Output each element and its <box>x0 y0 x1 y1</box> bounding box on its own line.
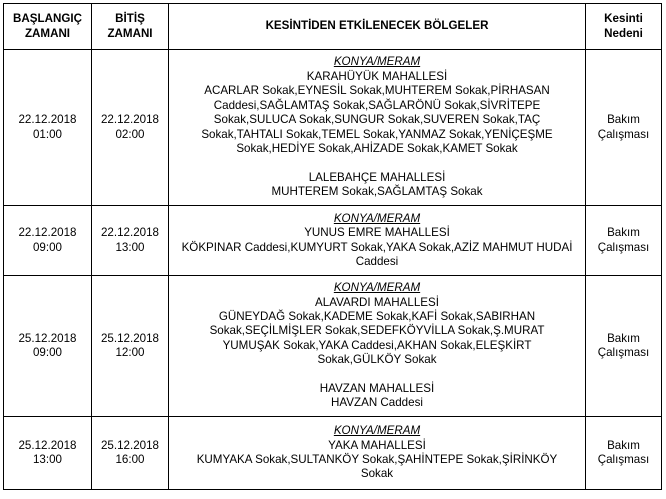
end-date: 25.12.2018 <box>100 331 160 345</box>
header-affected-regions <box>169 4 586 50</box>
reason-line1: Bakım <box>607 113 640 127</box>
header-start-time <box>4 4 92 50</box>
reason-line2: Çalışması <box>597 453 650 466</box>
reason-line1: Bakım <box>607 438 640 452</box>
header-start-line1: BAŞLANGIÇ <box>13 12 82 26</box>
header-end-line1: BİTİŞ <box>115 12 145 26</box>
street-list-line: ACARLAR Sokak,EYNESİL Sokak,MUHTEREM Sokak,PİRHASAN <box>204 84 550 98</box>
regions-cell <box>169 417 586 490</box>
street-list-line: Sokak,HEDİYE Sokak,AHİZADE Sokak,KAMET Sokak <box>236 141 518 155</box>
outage-table <box>3 3 662 490</box>
start-time-cell <box>4 206 92 276</box>
reason-line2: Çalışması <box>597 346 650 359</box>
neighborhood-name: ALAVARDI MAHALLESİ <box>315 295 439 309</box>
neighborhood-name: LALEBAHÇE MAHALLESİ <box>308 170 446 184</box>
end-time-cell <box>92 50 169 206</box>
street-list-line: Sokak,SEÇİLMİŞLER Sokak,SEDEFKÖYVİLLA Sokak,Ş.MURAT <box>209 324 545 338</box>
start-time-cell <box>4 417 92 490</box>
start-date: 22.12.2018 <box>18 226 77 240</box>
header-reason-line1: Kesinti <box>604 12 643 26</box>
area-title: KONYA/MERAM <box>333 281 421 295</box>
header-reason-line2: Nedeni <box>604 26 643 40</box>
street-list-line: KUMYAKA Sokak,SULTANKÖY Sokak,ŞAHİNTEPE Sokak,ŞİRİNKÖY <box>196 453 558 466</box>
reason-line2: Çalışması <box>597 240 650 254</box>
header-end-time <box>92 4 169 50</box>
regions-cell <box>169 276 586 417</box>
start-time-cell <box>4 276 92 417</box>
neighborhood-name: YAKA MAHALLESİ <box>328 438 426 452</box>
street-list-line: Sokak <box>360 467 394 481</box>
table-row <box>4 50 662 206</box>
street-list-line: GÜNEYDAĞ Sokak,KADEME Sokak,KAFİ Sokak,SABIRHAN <box>218 309 536 323</box>
end-hour: 16:00 <box>115 453 145 466</box>
header-outage-reason <box>586 4 662 50</box>
street-list-line: Caddesi <box>355 254 399 268</box>
end-time-cell <box>92 417 169 490</box>
header-end-line2: ZAMANI <box>107 26 153 40</box>
end-hour: 12:00 <box>115 346 145 359</box>
street-list-line: Sokak,GÜLKÖY Sokak <box>317 353 437 367</box>
regions-cell <box>169 206 586 276</box>
start-hour: 01:00 <box>32 127 62 141</box>
end-date: 25.12.2018 <box>100 438 160 452</box>
block-spacer <box>172 156 582 170</box>
reason-cell <box>586 50 662 206</box>
header-regions-label: KESİNTİDEN ETKİLENECEK BÖLGELER <box>265 19 489 33</box>
neighborhood-name: YUNUS EMRE MAHALLESİ <box>304 226 450 240</box>
header-start-line2: ZAMANI <box>24 26 71 40</box>
area-title: KONYA/MERAM <box>333 424 421 438</box>
neighborhood-name: HAVZAN MAHALLESİ <box>319 382 435 395</box>
start-date: 22.12.2018 <box>18 113 77 127</box>
reason-cell <box>586 276 662 417</box>
reason-line1: Bakım <box>607 226 640 240</box>
street-list-line: MUHTEREM Sokak,SAĞLAMTAŞ Sokak <box>271 185 483 199</box>
start-date: 25.12.2018 <box>18 331 77 345</box>
header-row <box>4 4 662 50</box>
table-row <box>4 276 662 417</box>
area-title: KONYA/MERAM <box>333 211 421 225</box>
street-list-line: Caddesi,SAĞLAMTAŞ Sokak,SAĞLARÖNÜ Sokak,SİVRİTEPE <box>213 98 541 112</box>
block-spacer <box>172 368 582 382</box>
reason-line2: Çalışması <box>597 127 650 141</box>
start-hour: 09:00 <box>32 240 62 254</box>
street-list-line: Sokak,TAHTALI Sokak,TEMEL Sokak,YANMAZ Sokak,YENİÇEŞME <box>201 127 553 141</box>
table-row <box>4 417 662 490</box>
start-date: 25.12.2018 <box>18 438 77 452</box>
area-title: KONYA/MERAM <box>333 55 421 69</box>
street-list-line: KÖKPINAR Caddesi,KUMYURT Sokak,YAKA Sokak,AZİZ MAHMUT HUDAİ <box>181 240 573 254</box>
neighborhood-name: KARAHÜYÜK MAHALLESİ <box>306 69 448 83</box>
start-hour: 13:00 <box>32 453 62 466</box>
start-hour: 09:00 <box>32 346 62 359</box>
end-hour: 13:00 <box>115 240 145 254</box>
end-date: 22.12.2018 <box>100 113 160 127</box>
street-list-line: Sokak,SULUCA Sokak,SUNGUR Sokak,SUVEREN Sokak,TAÇ <box>213 113 541 127</box>
reason-cell <box>586 206 662 276</box>
street-list-line: YUMUŞAK Sokak,YAKA Caddesi,AKHAN Sokak,ELEŞKİRT <box>222 338 532 352</box>
street-list-line: HAVZAN Caddesi <box>331 396 423 410</box>
end-date: 22.12.2018 <box>100 226 160 240</box>
start-time-cell <box>4 50 92 206</box>
end-time-cell <box>92 206 169 276</box>
end-time-cell <box>92 276 169 417</box>
table-row <box>4 206 662 276</box>
reason-cell <box>586 417 662 490</box>
regions-cell <box>169 50 586 206</box>
end-hour: 02:00 <box>115 127 145 141</box>
reason-line1: Bakım <box>607 331 640 345</box>
